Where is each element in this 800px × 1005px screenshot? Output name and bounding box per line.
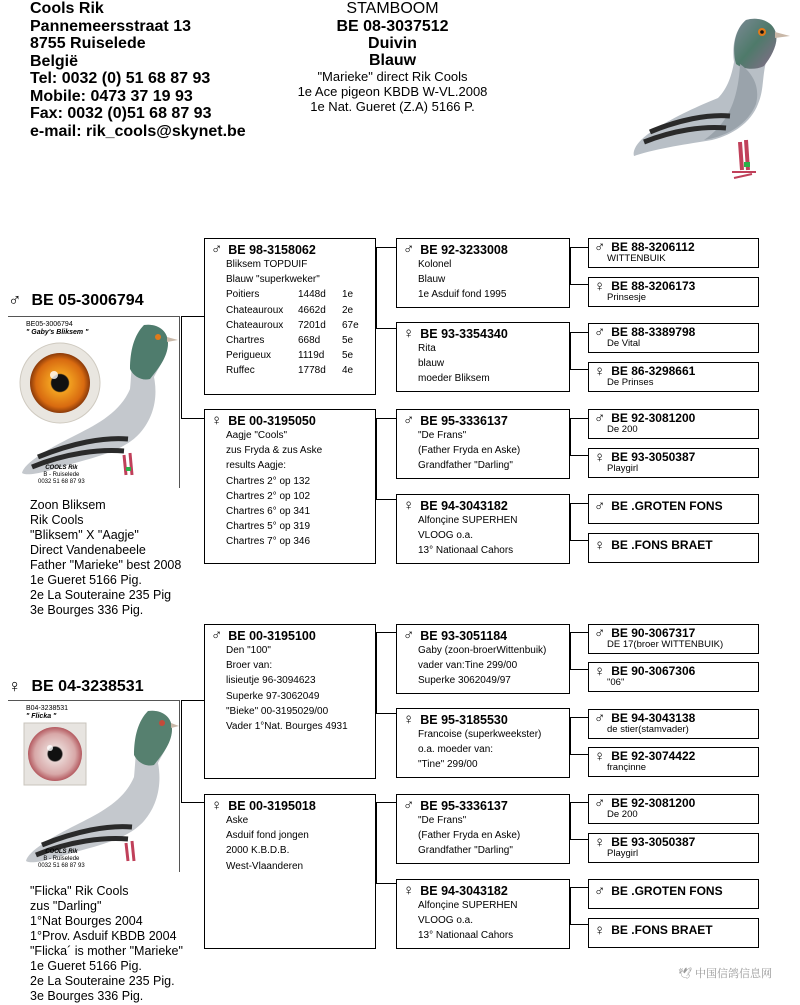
ring-number: BE 95-3336137	[420, 799, 508, 813]
male-symbol-icon: ♂	[594, 883, 606, 900]
connector	[570, 802, 588, 840]
female-symbol-icon: ♀	[594, 922, 606, 939]
connector	[376, 632, 396, 714]
ring-number: BE .FONS BRAET	[611, 538, 713, 552]
subject-sex: Duivin	[368, 35, 417, 52]
ring-number: BE 92-3081200	[611, 796, 696, 810]
pedigree-box-gen2: ♀ BE 94-3043182 Alfonçine SUPERHEN VLOOG o.a. 13° Nationaal Cahors	[396, 879, 570, 949]
pedigree-box-gen2: ♂ BE 92-3233008 Kolonel Blauw 1e Asduif fond 1995	[396, 238, 570, 308]
female-symbol-icon: ♀	[403, 325, 415, 342]
connector	[570, 503, 588, 541]
pedigree-box-gen3: ♂ BE 90-3067317 DE 17(broer WITTENBUIK)	[588, 624, 759, 654]
owner-fax: Fax: 0032 (0)51 68 87 93	[30, 105, 212, 122]
dam-heading	[8, 676, 144, 697]
female-symbol-icon: ♀	[211, 797, 223, 814]
male-symbol-icon: ♂	[594, 625, 606, 642]
connector	[570, 332, 588, 370]
sire-photo-ring: BE05-3006794	[26, 321, 73, 328]
subject-line: 1e Ace pigeon KBDB W-VL.2008	[297, 84, 488, 99]
ring-number: BE .FONS BRAET	[611, 923, 713, 937]
pedigree-box-sire-father: ♂ BE 98-3158062 Bliksem TOPDUIF Blauw "superkweker" Poitiers 1448d 1e Chateauroux 4662d 2e Chateauroux 7201d 67e Chartres 668d 5e Perigueux 1119d 5e Ruffec 1778d 4e	[204, 238, 376, 395]
race-result: Chateauroux 7201d 67e	[226, 319, 359, 331]
pedigree-box-gen3: ♀ BE 90-3067306 "06"	[588, 662, 759, 692]
male-symbol-icon: ♂	[403, 241, 415, 258]
owner-mobile: Mobile: 0473 37 19 93	[30, 87, 193, 105]
owner-city: 8755 Ruiselede	[30, 35, 146, 52]
site-watermark: 🕊 中国信鸽信息网	[678, 968, 773, 980]
ring-number: BE 90-3067317	[611, 626, 696, 640]
owner-email: e-mail: rik_cools@skynet.be	[30, 122, 246, 140]
male-symbol-icon: ♂	[211, 241, 223, 258]
female-symbol-icon: ♀	[403, 711, 415, 728]
ring-number: BE 00-3195050	[228, 414, 316, 428]
ring-number: BE 94-3043138	[611, 711, 696, 725]
female-symbol-icon: ♀	[594, 663, 606, 680]
ring-number: BE 88-3389798	[611, 325, 696, 339]
connector	[376, 418, 396, 500]
pedigree-box-gen3: ♀ BE 92-3074422 françinne	[588, 747, 759, 777]
connector	[570, 632, 588, 670]
connector	[570, 418, 588, 456]
ring-number: BE 93-3050387	[611, 450, 696, 464]
female-symbol-icon: ♀	[594, 834, 606, 851]
sire-notes: Zoon Bliksem Rik Cools "Bliksem" X "Aagje" Direct Vandenabeele Father "Marieke" best 2008 1e Gueret 5166 Pig. 2e La Souteraine 235 Pig 3e Bourges 336 Pig.	[30, 498, 182, 617]
race-result: Ruffec 1778d 4e	[226, 365, 354, 377]
female-symbol-icon: ♀	[403, 497, 415, 514]
male-symbol-icon: ♂	[403, 627, 415, 644]
race-result: Chateauroux 4662d 2e	[226, 304, 354, 316]
subject-ring: BE 08-3037512	[336, 18, 449, 35]
pedigree-box-gen3	[588, 918, 759, 948]
connector	[570, 247, 588, 285]
dam-photo	[8, 700, 180, 872]
owner-tel: Tel: 0032 (0) 51 68 87 93	[30, 70, 211, 87]
female-symbol-icon: ♀	[211, 412, 223, 429]
dam-ring: BE 04-3238531	[31, 677, 144, 695]
pedigree-box-gen3	[588, 533, 759, 563]
ring-number: BE 92-3081200	[611, 411, 696, 425]
ring-number: BE 00-3195018	[228, 799, 316, 813]
subject-line: 1e Nat. Gueret (Z.A) 5166 P.	[310, 99, 475, 114]
connector	[570, 717, 588, 755]
subject-line: "Marieke" direct Rik Cools	[317, 69, 468, 84]
male-symbol-icon: ♂	[403, 797, 415, 814]
pedigree-box-gen3: ♀ BE 88-3206173 Prinsesje	[588, 277, 759, 307]
female-symbol-icon: ♀	[594, 748, 606, 765]
dove-logo-icon: 🕊	[678, 968, 692, 980]
male-symbol-icon: ♂	[594, 239, 606, 256]
pedigree-box-gen3: ♂ BE 88-3206112 WITTENBUIK	[588, 238, 759, 268]
ring-number: BE 94-3043182	[420, 499, 508, 513]
pedigree-box-gen3: ♀ BE 93-3050387 Playgirl	[588, 833, 759, 863]
sire-photo	[8, 316, 180, 488]
subject-color: Blauw	[368, 52, 417, 69]
sire-eye-and-pigeon-image	[8, 317, 180, 488]
ring-number: BE 88-3206173	[611, 279, 696, 293]
male-symbol-icon: ♂	[8, 290, 22, 310]
dam-photo-credit: COOLS Rik B - Ruiselede 0032 51 68 87 93	[38, 849, 85, 869]
dam-photo-name: " Flicka "	[26, 713, 57, 720]
pedigree-box-gen2: ♂ BE 93-3051184 Gaby (zoon-broerWittenbuik) vader van:Tine 299/00 Superke 3062049/97	[396, 624, 570, 694]
dam-eye-and-pigeon-image	[8, 701, 180, 872]
connector	[181, 700, 204, 803]
subject-pigeon-photo	[628, 8, 796, 190]
pedigree-box-sire-mother: ♀ BE 00-3195050 Aagje "Cools" zus Fryda & zus Aske results Aagje: Chartres 2° op 132 Chartres 2° op 102 Chartres 6° op 341 Chartres 5° op 319 Chartres 7° op 346	[204, 409, 376, 564]
female-symbol-icon: ♀	[8, 676, 22, 696]
race-result: Chartres 668d 5e	[226, 335, 354, 347]
male-symbol-icon: ♂	[594, 324, 606, 341]
connector	[376, 802, 396, 884]
ring-number: BE 93-3354340	[420, 327, 508, 341]
male-symbol-icon: ♂	[403, 412, 415, 429]
pedigree-box-gen3: ♂ BE 92-3081200 De 200	[588, 409, 759, 439]
female-symbol-icon: ♀	[594, 278, 606, 295]
pedigree-box-gen2: ♀ BE 95-3185530 Francoise (superkweekster) o.a. moeder van: "Tine" 299/00	[396, 708, 570, 778]
ring-number: BE 94-3043182	[420, 884, 508, 898]
ring-number: BE .GROTEN FONS	[611, 884, 723, 898]
ring-number: BE 86-3298661	[611, 364, 696, 378]
dam-notes: "Flicka" Rik Cools zus "Darling" 1°Nat Bourges 2004 1°Prov. Asduif KBDB 2004 "Flicka´ is mother "Marieke" 1e Gueret 5166 Pig. 2e La Souteraine 235 Pig. 3e Bourges 336 Pig.	[30, 884, 183, 1003]
owner-street: Pannemeersstraat 13	[30, 17, 191, 35]
ring-number: BE 93-3051184	[420, 629, 508, 643]
connector	[570, 887, 588, 925]
male-symbol-icon: ♂	[594, 498, 606, 515]
pedigree-box-dam-mother: ♀ BE 00-3195018 Aske Asduif fond jongen 2000 K.B.D.B. West-Vlaanderen	[204, 794, 376, 949]
sire-photo-credit: COOLS Rik B - Ruiselede 0032 51 68 87 93	[38, 465, 85, 485]
dam-photo-ring: B04-3238531	[26, 705, 69, 712]
pedigree-box-gen3	[588, 879, 759, 909]
pedigree-box-gen3: ♂ BE 94-3043138 de stier(stamvader)	[588, 709, 759, 739]
ring-number: BE 00-3195100	[228, 629, 316, 643]
ring-number: BE .GROTEN FONS	[611, 499, 723, 513]
owner-country: België	[30, 52, 79, 70]
ring-number: BE 93-3050387	[611, 835, 696, 849]
sire-ring: BE 05-3006794	[31, 291, 144, 309]
pedigree-box-gen3: ♂ BE 88-3389798 De Vital	[588, 323, 759, 353]
sire-photo-name: " Gaby's Bliksem "	[26, 329, 89, 336]
connector	[181, 316, 204, 419]
ring-number: BE 92-3074422	[611, 749, 696, 763]
sire-heading	[8, 290, 144, 311]
female-symbol-icon: ♀	[594, 537, 606, 554]
race-result: Perigueux 1119d 5e	[226, 350, 354, 362]
ring-number: BE 95-3336137	[420, 414, 508, 428]
male-symbol-icon: ♂	[594, 795, 606, 812]
pedigree-box-gen2: ♀ BE 94-3043182 Alfonçine SUPERHEN VLOOG o.a. 13° Nationaal Cahors	[396, 494, 570, 564]
ring-number: BE 88-3206112	[611, 240, 695, 254]
ring-number: BE 98-3158062	[228, 243, 316, 257]
pedigree-box-gen3	[588, 494, 759, 524]
owner-name: Cools Rik	[30, 0, 104, 17]
ring-number: BE 95-3185530	[420, 713, 508, 727]
pedigree-box-gen3: ♀ BE 93-3050387 Playgirl	[588, 448, 759, 478]
pedigree-box-gen2: ♀ BE 93-3354340 Rita blauw moeder Bliksem	[396, 322, 570, 392]
connector	[376, 247, 396, 329]
pedigree-box-gen2: ♂ BE 95-3336137 "De Frans" (Father Fryda en Aske) Grandfather "Darling"	[396, 409, 570, 479]
female-symbol-icon: ♀	[403, 882, 415, 899]
pedigree-header	[280, 0, 505, 114]
ring-number: BE 92-3233008	[420, 243, 508, 257]
owner-contact	[30, 0, 246, 140]
female-symbol-icon: ♀	[594, 363, 606, 380]
pedigree-box-gen3: ♀ BE 86-3298661 De Prinses	[588, 362, 759, 392]
pedigree-box-gen3: ♂ BE 92-3081200 De 200	[588, 794, 759, 824]
pedigree-title: STAMBOOM	[346, 0, 439, 17]
male-symbol-icon: ♂	[594, 410, 606, 427]
pedigree-box-gen2: ♂ BE 95-3336137 "De Frans" (Father Fryda en Aske) Grandfather "Darling"	[396, 794, 570, 864]
female-symbol-icon: ♀	[594, 449, 606, 466]
pedigree-box-dam-father: ♂ BE 00-3195100 Den "100" Broer van: lisieutje 96-3094623 Superke 97-3062049 "Bieke" 00-3195029/00 Vader 1°Nat. Bourges 4931	[204, 624, 376, 779]
male-symbol-icon: ♂	[594, 710, 606, 727]
ring-number: BE 90-3067306	[611, 664, 696, 678]
race-result: Poitiers 1448d 1e	[226, 289, 354, 301]
male-symbol-icon: ♂	[211, 627, 223, 644]
